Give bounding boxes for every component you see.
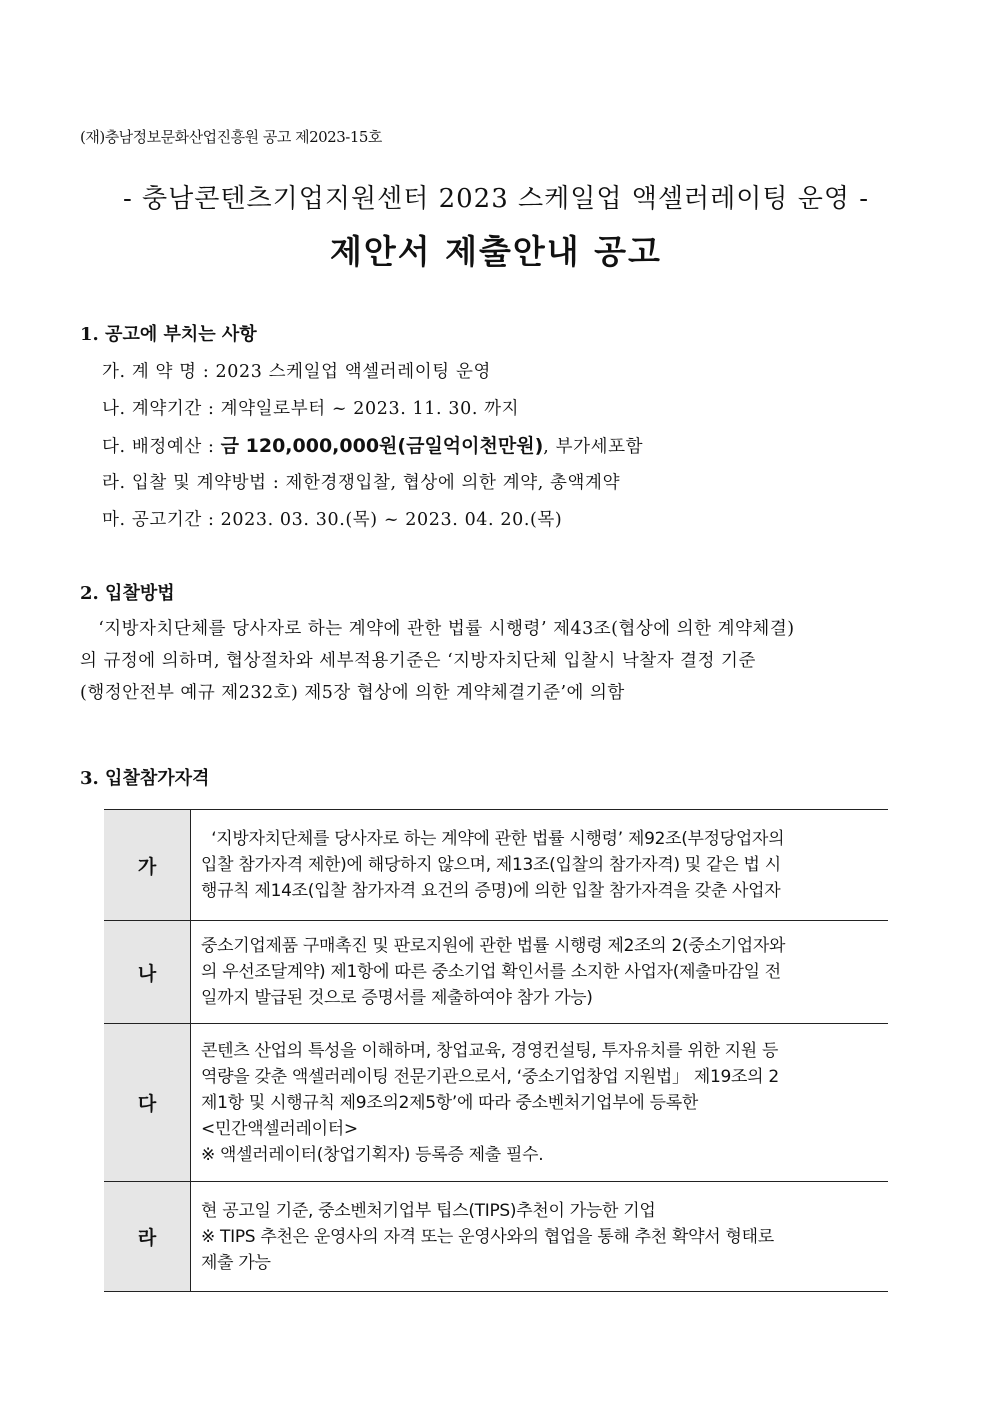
row-content — [191, 1024, 889, 1182]
row-line: 의 우선조달계약) 제1항에 따른 중소기업 확인서를 소지한 사업자(제출마감일 전 — [201, 962, 781, 982]
row-content — [191, 921, 889, 1024]
row-line: 콘텐츠 산업의 특성을 이해하며, 창업교육, 경영컨설팅, 투자유치를 위한 지원 등 — [201, 1040, 779, 1061]
section1-heading: 1. 공고에 부치는 사항 — [80, 324, 257, 345]
row-line: 일까지 발급된 것으로 증명서를 제출하여야 참가 가능) — [201, 988, 593, 1008]
section1-item-notice-period: 마. 공고기간 : 2023. 03. 30.(목) ~ 2023. 04. 20.(목) — [102, 510, 563, 530]
table-row — [104, 810, 888, 921]
budget-suffix: , 부가세포함 — [543, 437, 644, 457]
section2-line: ‘지방자치단체를 당사자로 하는 계약에 관한 법률 시행령’ 제43조(협상에 의한 계약체결) — [80, 619, 795, 639]
section1-item-bid-method: 라. 입찰 및 계약방법 : 제한경쟁입찰, 협상에 의한 계약, 총액계약 — [102, 473, 621, 493]
row-content — [191, 1182, 889, 1292]
row-label: 라 — [104, 1182, 191, 1292]
row-line: 역량을 갖춘 액셀러레이팅 전문기관으로서, ‘중소기업창업 지원법」 제19조의 2 — [201, 1066, 779, 1087]
table-row — [104, 1024, 888, 1182]
row-line: ‘지방자치단체를 당사자로 하는 계약에 관한 법률 시행령’ 제92조(부정당업자의 — [201, 829, 785, 849]
page-title: 제안서 제출안내 공고 — [330, 232, 662, 271]
section2-paragraph — [80, 613, 912, 709]
notice-number: (재)충남정보문화산업진흥원 공고 제2023-15호 — [80, 128, 382, 146]
row-line: 행규칙 제14조(입찰 참가자격 요건의 증명)에 의한 입찰 참가자격을 갖춘 사업자 — [201, 881, 781, 901]
section1-item-contract-name: 가. 계 약 명 : 2023 스케일업 액셀러레이팅 운영 — [102, 362, 491, 382]
section1-item-budget — [102, 431, 643, 458]
qualification-table — [104, 809, 888, 1292]
row-label: 가 — [104, 810, 191, 921]
title-subtitle: - 충남콘텐츠기업지원센터 2023 스케일업 액셀러레이팅 운영 - — [123, 184, 869, 214]
row-line: 중소기업제품 구매촉진 및 판로지원에 관한 법률 시행령 제2조의 2(중소기업자와 — [201, 936, 786, 956]
row-line: 입찰 참가자격 제한)에 해당하지 않으며, 제13조(입찰의 참가자격) 및 같은 법 시 — [201, 855, 781, 875]
section1-item-contract-period: 나. 계약기간 : 계약일로부터 ~ 2023. 11. 30. 까지 — [102, 399, 520, 419]
budget-amount: 금 120,000,000원(금일억이천만원) — [220, 435, 544, 457]
row-line: ※ TIPS 추천은 운영사의 자격 또는 운영사와의 협업을 통해 추천 확약서 형태로 — [201, 1226, 774, 1247]
row-line: 제1항 및 시행규칙 제9조의2제5항’에 따라 중소벤처기업부에 등록한 — [201, 1092, 698, 1113]
row-line: 현 공고일 기준, 중소벤처기업부 팁스(TIPS)추천이 가능한 기업 — [201, 1200, 656, 1221]
budget-prefix: 다. 배정예산 : — [102, 437, 221, 457]
table-row — [104, 1182, 888, 1292]
section2-line: (행정안전부 예규 제232호) 제5장 협상에 의한 계약체결기준’에 의함 — [80, 683, 625, 703]
row-line: 제출 가능 — [201, 1252, 271, 1273]
section2-heading: 2. 입찰방법 — [80, 583, 175, 604]
row-line: <민간액셀러레이터> — [201, 1118, 358, 1139]
section2-line: 의 규정에 의하며, 협상절차와 세부적용기준은 ‘지방자치단체 입찰시 낙찰자 결정 기준 — [80, 651, 756, 671]
table-row — [104, 921, 888, 1024]
section3-heading: 3. 입찰참가자격 — [80, 768, 210, 789]
row-line: ※ 액셀러레이터(창업기획자) 등록증 제출 필수. — [201, 1144, 544, 1165]
row-content — [191, 810, 889, 921]
row-label: 나 — [104, 921, 191, 1024]
row-label: 다 — [104, 1024, 191, 1182]
